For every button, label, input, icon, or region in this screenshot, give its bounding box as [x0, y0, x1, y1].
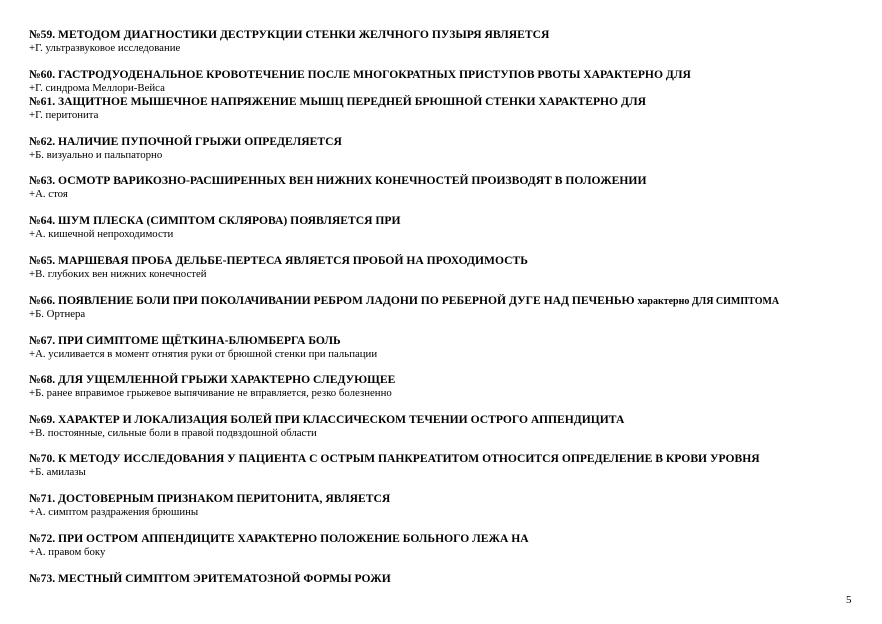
- question-62: [29, 135, 342, 162]
- question-72: [29, 532, 529, 559]
- question-title: №71. ДОСТОВЕРНЫМ ПРИЗНАКОМ ПЕРИТОНИТА, ЯВЛЯЕТСЯ: [29, 492, 391, 505]
- question-title: №59. МЕТОДОМ ДИАГНОСТИКИ ДЕСТРУКЦИИ СТЕНКИ ЖЕЛЧНОГО ПУЗЫРЯ ЯВЛЯЕТСЯ: [29, 28, 550, 41]
- question-title: №67. ПРИ СИМПТОМЕ ЩЁТКИНА-БЛЮМБЕРГА БОЛЬ: [29, 334, 341, 347]
- question-answer: +Г. перитонита: [29, 109, 99, 121]
- question-59: [29, 28, 549, 55]
- question-title: №64. ШУМ ПЛЕСКА (СИМПТОМ СКЛЯРОВА) ПОЯВЛЯЕТСЯ ПРИ: [29, 214, 401, 227]
- question-71: [29, 492, 390, 519]
- question-title-tail: характерно ДЛЯ СИМПТОМА: [637, 296, 780, 307]
- question-61: [29, 95, 646, 122]
- question-answer: +Б. Ортнера: [29, 308, 86, 320]
- question-answer: +А. стоя: [29, 188, 68, 200]
- question-title: №69. ХАРАКТЕР И ЛОКАЛИЗАЦИЯ БОЛЕЙ ПРИ КЛАССИЧЕСКОМ ТЕЧЕНИИ ОСТРОГО АППЕНДИЦИТА: [29, 413, 625, 426]
- question-66: [29, 294, 779, 321]
- question-63: [29, 174, 646, 201]
- question-title: №65. МАРШЕВАЯ ПРОБА ДЕЛЬБЕ-ПЕРТЕСА ЯВЛЯЕТСЯ ПРОБОЙ НА ПРОХОДИМОСТЬ: [29, 254, 528, 267]
- question-answer: +В. постоянные, сильные боли в правой подвздошной области: [29, 427, 317, 439]
- question-answer: +Г. ультразвуковое исследование: [29, 42, 181, 54]
- question-answer: +А. кишечной непроходимости: [29, 228, 174, 240]
- question-answer: +А. симптом раздражения брюшины: [29, 506, 199, 518]
- question-65: [29, 254, 528, 281]
- question-title: №62. НАЛИЧИЕ ПУПОЧНОЙ ГРЫЖИ ОПРЕДЕЛЯЕТСЯ: [29, 135, 342, 148]
- question-answer: +В. глубоких вен нижних конечностей: [29, 268, 207, 280]
- question-68: [29, 373, 395, 400]
- question-67: [29, 334, 377, 361]
- question-title: №61. ЗАЩИТНОЕ МЫШЕЧНОЕ НАПРЯЖЕНИЕ МЫШЦ ПЕРЕДНЕЙ БРЮШНОЙ СТЕНКИ ХАРАКТЕРНО ДЛЯ: [29, 95, 646, 108]
- question-64: [29, 214, 401, 241]
- question-answer: +Б. амилазы: [29, 466, 86, 478]
- question-title: №73. МЕСТНЫЙ СИМПТОМ ЭРИТЕМАТОЗНОЙ ФОРМЫ РОЖИ: [29, 572, 391, 585]
- question-title: №60. ГАСТРОДУОДЕНАЛЬНОЕ КРОВОТЕЧЕНИЕ ПОСЛЕ МНОГОКРАТНЫХ ПРИСТУПОВ РВОТЫ ХАРАКТЕРНО ДЛЯ: [29, 68, 691, 81]
- question-title-main: №66. ПОЯВЛЕНИЕ БОЛИ ПРИ ПОКОЛАЧИВАНИИ РЕБРОМ ЛАДОНИ ПО РЕБЕРНОЙ ДУГЕ НАД ПЕЧЕНЬЮ: [29, 294, 635, 307]
- question-title: [29, 294, 779, 308]
- question-60: [29, 68, 691, 95]
- question-title: №72. ПРИ ОСТРОМ АППЕНДИЦИТЕ ХАРАКТЕРНО ПОЛОЖЕНИЕ БОЛЬНОГО ЛЕЖА НА: [29, 532, 529, 545]
- question-answer: +А. правом боку: [29, 546, 106, 558]
- question-69: [29, 413, 624, 440]
- question-answer: +А. усиливается в момент отнятия руки от брюшной стенки при пальпации: [29, 348, 378, 360]
- question-answer: +Б. визуально и пальпаторно: [29, 149, 163, 161]
- question-title: №70. К МЕТОДУ ИССЛЕДОВАНИЯ У ПАЦИЕНТА С ОСТРЫМ ПАНКРЕАТИТОМ ОТНОСИТСЯ ОПРЕДЕЛЕНИЕ В КРОВИ УРОВНЯ: [29, 452, 760, 465]
- question-title: №63. ОСМОТР ВАРИКОЗНО-РАСШИРЕННЫХ ВЕН НИЖНИХ КОНЕЧНОСТЕЙ ПРОИЗВОДЯТ В ПОЛОЖЕНИИ: [29, 174, 647, 187]
- question-73: [29, 572, 391, 586]
- question-70: [29, 452, 760, 479]
- question-answer: +Б. ранее вправимое грыжевое выпячивание не вправляется, резко болезненно: [29, 387, 392, 399]
- question-answer: +Г. синдрома Меллори-Вейса: [29, 82, 165, 94]
- question-title: №68. ДЛЯ УЩЕМЛЕННОЙ ГРЫЖИ ХАРАКТЕРНО СЛЕДУЮЩЕЕ: [29, 373, 396, 386]
- page-number: 5: [846, 594, 852, 606]
